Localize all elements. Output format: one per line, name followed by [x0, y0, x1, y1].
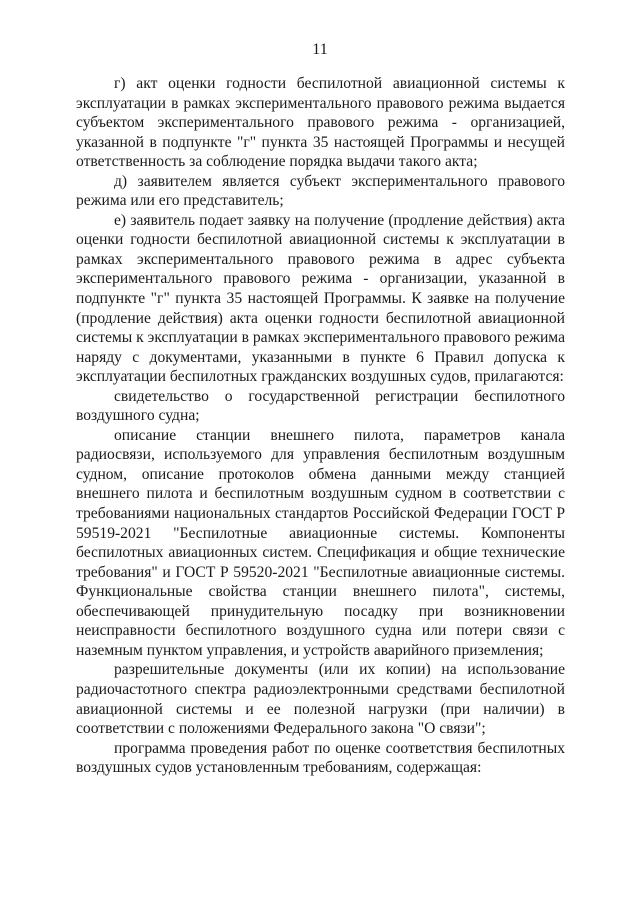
paragraph-pilot-station-description: описание станции внешнего пилота, параметров канала радиосвязи, используемого для управления беспилотным воздушным судном, описание протоколов обмена данными между станцией внешнего пилота и беспилотным воздушным судном в соответствии с требованиями национальных стандартов Российской Федерации ГОСТ Р 59519-2021 "Беспилотные авиационные системы. Компоненты беспилотных авиационных систем. Спецификация и общие технические требования" и ГОСТ Р 59520-2021 "Беспилотные авиационные системы. Функциональные свойства станции внешнего пилота", системы, обеспечивающей принудительную посадку при возникновении неисправности беспилотного воздушного судна или потери связи с наземным пунктом управления, и устройств аварийного приземления; [76, 426, 565, 659]
page-number: 11 [312, 41, 328, 58]
paragraph-d-applicant: д) заявителем является субъект экспериментального правового режима или его представитель; [76, 172, 565, 210]
paragraph-registration-certificate: свидетельство о государственной регистрации беспилотного воздушного судна; [76, 387, 565, 425]
paragraph-permit-documents: разрешительные документы (или их копии) на использование радиочастотного спектра радиоэлектронными средствами беспилотной авиационной системы и ее полезной нагрузки (при наличии) в соответствии с положениями Федерального закона "О связи"; [76, 661, 565, 738]
paragraph-g-act-assessment: г) акт оценки годности беспилотной авиационной системы к эксплуатации в рамках экспериментального правового режима выдается субъектом экспериментального правового режима - организацией, указанной в подпункте "г" пункта 35 настоящей Программы и несущей ответственность за соблюдение порядка выдачи такого акта; [76, 75, 565, 171]
document-body [76, 74, 565, 778]
paragraph-assessment-program: программа проведения работ по оценке соответствия беспилотных воздушных судов установленным требованиям, содержащая: [76, 739, 565, 777]
paragraph-e-application: е) заявитель подает заявку на получение (продление действия) акта оценки годности беспилотной авиационной системы к эксплуатации в рамках экспериментального правового режима в адрес субъекта экспериментального правового режима - организации, указанной в подпункте "г" пункта 35 настоящей Программы. К заявке на получение (продление действия) акта оценки годности беспилотной авиационной системы к эксплуатации в рамках экспериментального правового режима наряду с документами, указанными в пункте 6 Правил допуска к эксплуатации беспилотных гражданских воздушных судов, прилагаются: [76, 211, 565, 386]
